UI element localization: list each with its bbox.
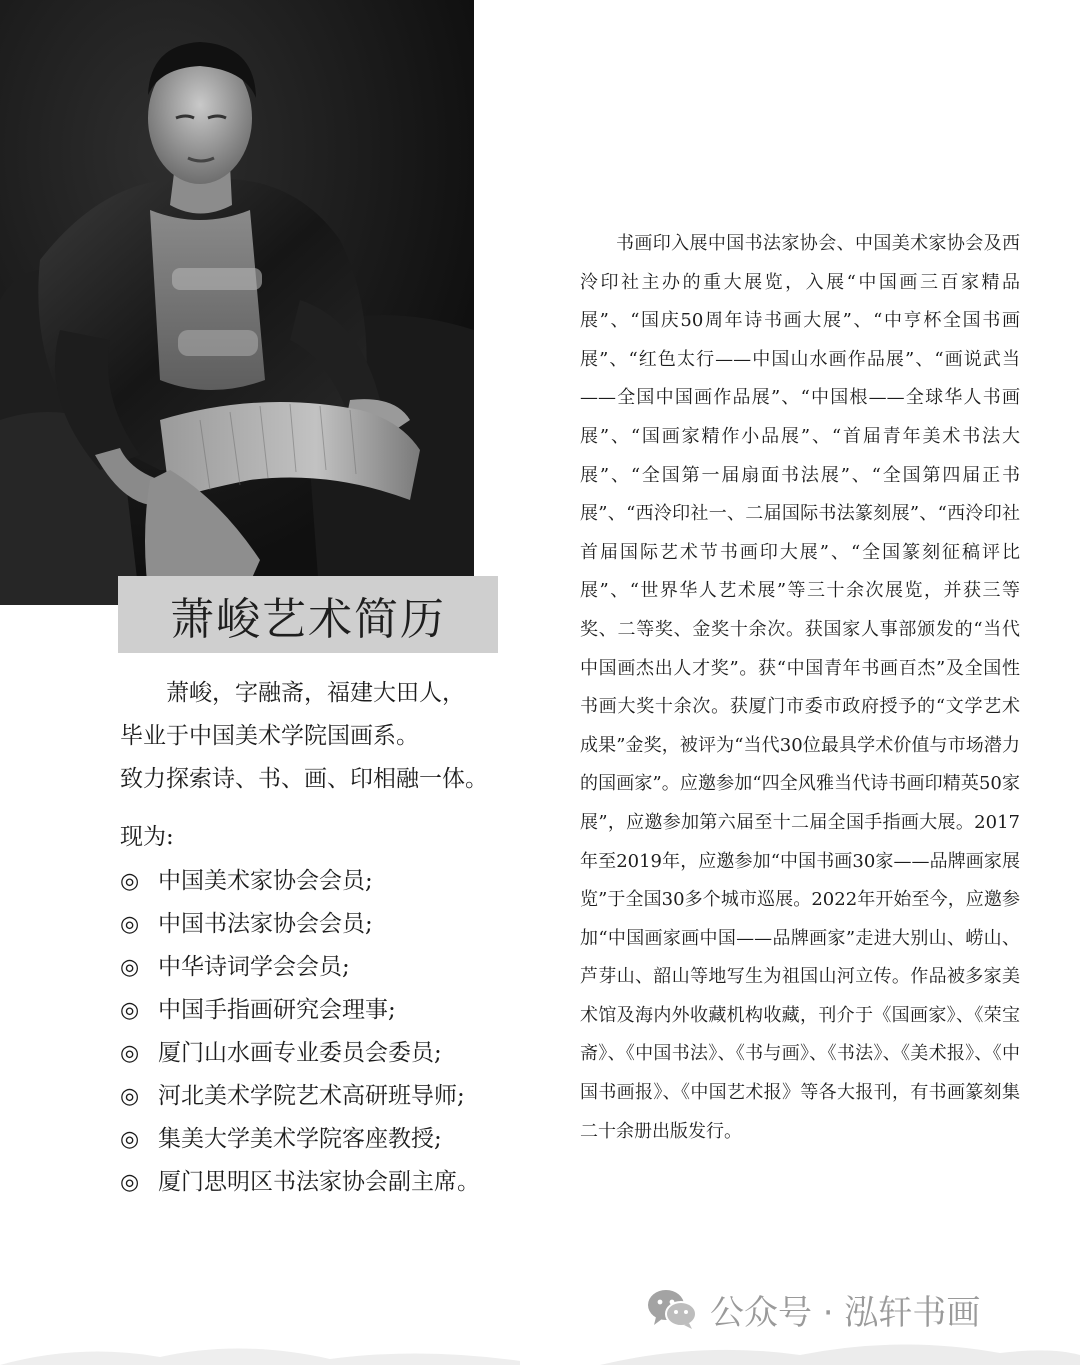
role-text: 厦门山水画专业委员会委员; (158, 1040, 442, 1066)
intro-line: 致力探索诗、书、画、印相融一体。 (120, 766, 488, 792)
bullet-icon: ◎ (120, 998, 140, 1023)
list-item (120, 1161, 520, 1204)
list-item (120, 1032, 520, 1075)
intro-line: 毕业于中国美术学院国画系。 (120, 723, 419, 749)
artist-portrait-photo (0, 0, 474, 605)
biography-text (580, 225, 1020, 1151)
roles-heading: 现为: (120, 824, 174, 850)
intro-paragraph (120, 672, 520, 801)
title-banner (118, 576, 498, 653)
list-item (120, 946, 520, 989)
bullet-icon: ◎ (120, 1170, 140, 1195)
role-text: 中国美术家协会会员; (158, 868, 373, 894)
page-title: 萧峻艺术简历 (170, 593, 446, 645)
role-text: 中国手指画研究会理事; (158, 997, 396, 1023)
list-item (120, 1075, 520, 1118)
bullet-icon: ◎ (120, 1041, 140, 1066)
source-watermark[interactable] (646, 1287, 980, 1331)
bullet-icon: ◎ (120, 1127, 140, 1152)
bullet-icon: ◎ (120, 955, 140, 980)
bullet-icon: ◎ (120, 869, 140, 894)
roles-list (120, 860, 520, 1204)
source-account-name: 公众号 · 泓轩书画 (710, 1292, 981, 1333)
role-text: 河北美术学院艺术高研班导师; (158, 1083, 465, 1109)
wechat-icon (646, 1287, 698, 1331)
list-item (120, 903, 520, 946)
bullet-icon: ◎ (120, 1084, 140, 1109)
biography-paragraph: 书画印入展中国书法家协会、中国美术家协会及西泠印社主办的重大展览，入展“中国画三百家精品展”、“国庆50周年诗书画大展”、“中亨杯全国书画展”、“红色太行——中国山水画作品展”、“画说武当——全国中国画作品展”、“中国根——全球华人书画展”、“国画家精作小品展”、“首届青年美术书法大展”、“全国第一届扇面书法展”、“全国第四届正书展”、“西泠印社一、二届国际书法篆刻展”、“西泠印社首届国际艺术节书画印大展”、“全国篆刻征稿评比展”、“世界华人艺术展”等三十余次展览，并获三等奖、二等奖、金奖十余次。获国家人事部颁发的“当代中国画杰出人才奖”。获“中国青年书画百杰”及全国性书画大奖十余次。获厦门市委市政府授予的“文学艺术成果”金奖，被评为“当代30位最具学术价值与市场潜力的国画家”。应邀参加“四全风雅当代诗书画印精英50家展”，应邀参加第六届至十二届全国手指画大展。2017年至2019年，应邀参加“中国书画30家——品牌画家展览”于全国30多个城市巡展。2022年开始至今，应邀参加“中国画家画中国——品牌画家”走进大别山、崂山、芦芽山、韶山等地写生为祖国山河立传。作品被多家美术馆及海内外收藏机构收藏，刊介于《国画家》、《荣宝斋》、《中国书法》、《书与画》、《书法》、《美术报》、《中国书画报》、《中国艺术报》等各大报刊，有书画篆刻集二十余册出版发行。 (580, 233, 1020, 1142)
bullet-icon: ◎ (120, 912, 140, 937)
role-text: 中国书法家协会会员; (158, 911, 373, 937)
role-text: 集美大学美术学院客座教授; (158, 1126, 442, 1152)
list-item (120, 989, 520, 1032)
role-text: 厦门思明区书法家协会副主席。 (158, 1169, 480, 1195)
role-text: 中华诗词学会会员; (158, 954, 350, 980)
list-item (120, 860, 520, 903)
list-item (120, 1118, 520, 1161)
intro-line: 萧峻，字融斋，福建大田人， (166, 680, 465, 706)
